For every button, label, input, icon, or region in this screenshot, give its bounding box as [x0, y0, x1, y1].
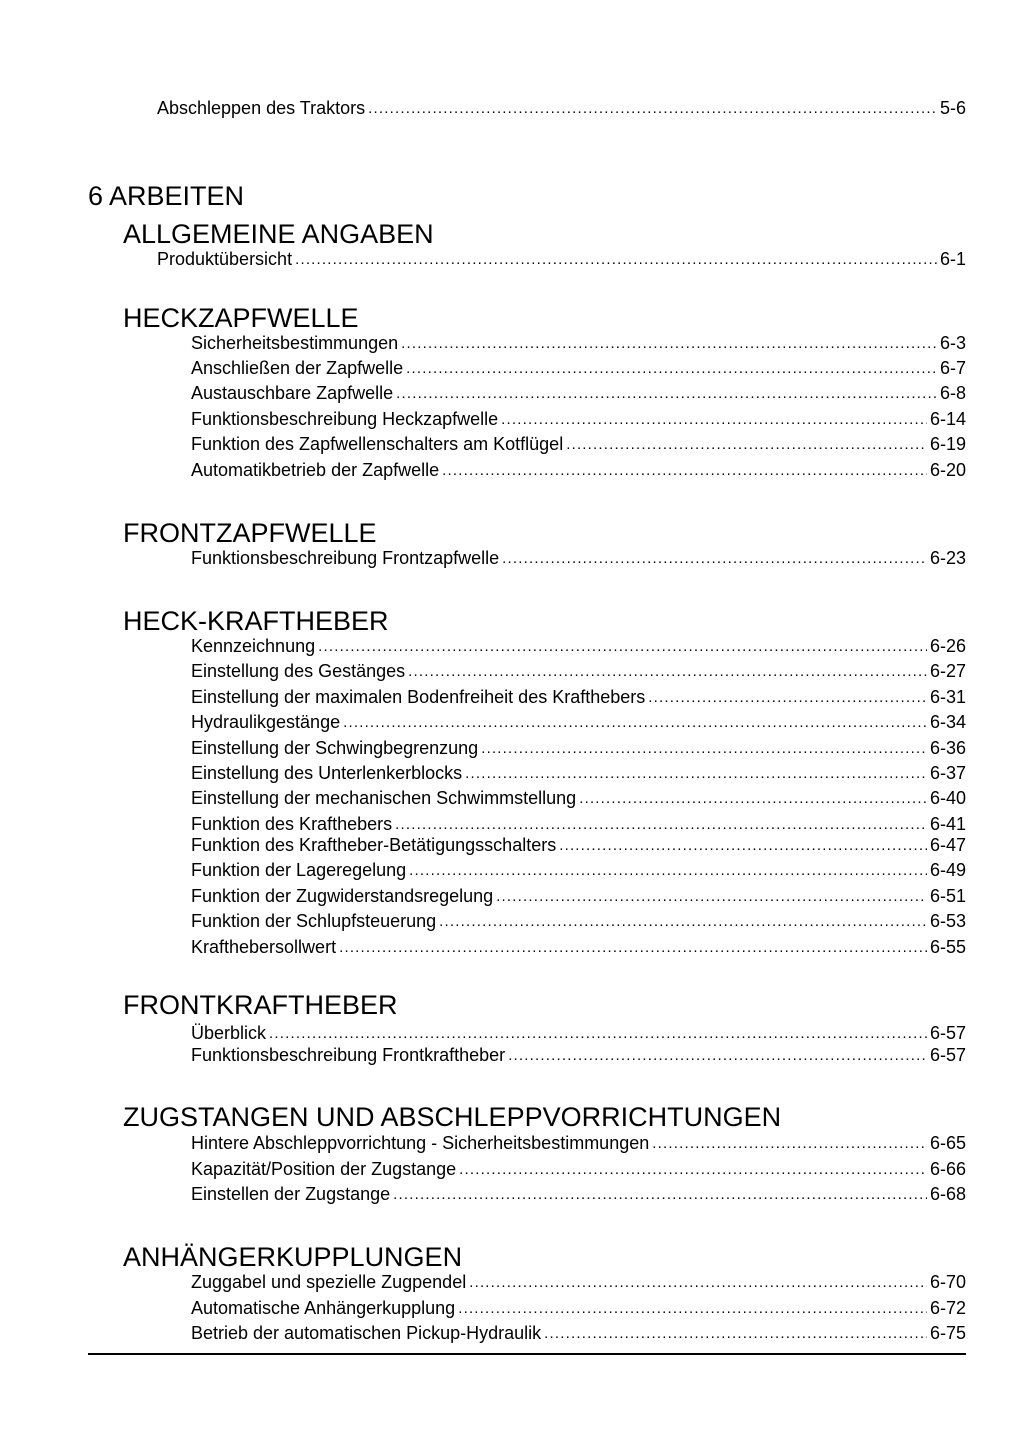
- toc-entry-label: Funktion der Zugwiderstandsregelung: [191, 886, 494, 906]
- toc-entry-label: Sicherheitsbestimmungen: [191, 333, 399, 353]
- toc-entry[interactable]: [191, 380, 966, 404]
- section-heading: ALLGEMEINE ANGABEN: [123, 219, 434, 249]
- dot-leader: [502, 549, 927, 569]
- toc-entry-label: Einstellung des Gestänges: [191, 661, 406, 681]
- toc-entry[interactable]: [191, 908, 966, 932]
- dot-leader: [295, 250, 937, 270]
- toc-entry[interactable]: [191, 1130, 966, 1154]
- toc-entry-page: 6-3: [939, 333, 966, 353]
- toc-entry-label: Betrieb der automatischen Pickup-Hydraulik: [191, 1323, 542, 1343]
- toc-entry-page: 6-37: [929, 763, 966, 783]
- toc-entry-label: Funktion des Kraftheber-Betätigungsschalters: [191, 835, 557, 855]
- toc-entry[interactable]: [157, 95, 966, 119]
- toc-entry-page: 6-8: [939, 383, 966, 403]
- toc-entry[interactable]: [191, 658, 966, 682]
- toc-entry-page: 6-26: [929, 636, 966, 656]
- toc-entry-page: 6-70: [929, 1272, 966, 1292]
- toc-entry[interactable]: [191, 633, 966, 657]
- toc-entry-label: Einstellung der Schwingbegrenzung: [191, 738, 479, 758]
- dot-leader: [501, 410, 927, 430]
- toc-entry-page: 6-47: [929, 835, 966, 855]
- toc-entry-page: 6-31: [929, 687, 966, 707]
- bottom-divider: [88, 1353, 966, 1355]
- toc-entry-label: Funktion des Zapfwellenschalters am Kotflügel: [191, 434, 564, 454]
- dot-leader: [579, 789, 927, 809]
- dot-leader: [368, 99, 937, 119]
- toc-entry[interactable]: [191, 1042, 966, 1066]
- toc-entry-page: 6-57: [929, 1045, 966, 1065]
- toc-entry-label: Funktionsbeschreibung Frontzapfwelle: [191, 548, 500, 568]
- toc-entry-page: 6-65: [929, 1133, 966, 1153]
- toc-entry[interactable]: [191, 934, 966, 958]
- toc-entry-page: 6-66: [929, 1159, 966, 1179]
- toc-entry-label: Funktion der Lageregelung: [191, 860, 407, 880]
- dot-leader: [269, 1024, 927, 1044]
- toc-entry[interactable]: [191, 1295, 966, 1319]
- section-heading: ANHÄNGERKUPPLUNGEN: [123, 1242, 463, 1272]
- dot-leader: [408, 662, 927, 682]
- toc-entry[interactable]: [191, 832, 966, 856]
- toc-entry[interactable]: [191, 355, 966, 379]
- toc-entry-page: 6-14: [929, 409, 966, 429]
- toc-entry[interactable]: [191, 1181, 966, 1205]
- section-heading: FRONTZAPFWELLE: [123, 518, 377, 548]
- toc-entry[interactable]: [191, 406, 966, 430]
- toc-entry-page: 6-34: [929, 712, 966, 732]
- dot-leader: [566, 435, 927, 455]
- toc-entry-label: Austauschbare Zapfwelle: [191, 383, 394, 403]
- toc-entry-label: Automatikbetrieb der Zapfwelle: [191, 460, 440, 480]
- toc-entry-page: 6-1: [939, 249, 966, 269]
- dot-leader: [339, 938, 927, 958]
- toc-entry-label: Hintere Abschleppvorrichtung - Sicherheitsbestimmungen: [191, 1133, 650, 1153]
- toc-entry-page: 6-57: [929, 1023, 966, 1043]
- toc-entry[interactable]: [191, 1156, 966, 1180]
- toc-entry-page: 6-23: [929, 548, 966, 568]
- section-heading: HECKZAPFWELLE: [123, 303, 359, 333]
- toc-entry-label: Einstellung des Unterlenkerblocks: [191, 763, 463, 783]
- dot-leader: [409, 861, 927, 881]
- toc-entry-label: Zuggabel und spezielle Zugpendel: [191, 1272, 467, 1292]
- toc-entry-page: 6-75: [929, 1323, 966, 1343]
- toc-entry-page: 6-68: [929, 1184, 966, 1204]
- toc-entry-label: Funktion der Schlupfsteuerung: [191, 911, 437, 931]
- toc-entry[interactable]: [157, 246, 966, 270]
- toc-entry-label: Hydraulikgestänge: [191, 712, 341, 732]
- dot-leader: [465, 764, 927, 784]
- toc-entry-label: Automatische Anhängerkupplung: [191, 1298, 456, 1318]
- dot-leader: [393, 1185, 927, 1205]
- dot-leader: [459, 1160, 927, 1180]
- dot-leader: [652, 1134, 927, 1154]
- toc-entry[interactable]: [191, 1269, 966, 1293]
- toc-entry-label: Anschließen der Zapfwelle: [191, 358, 404, 378]
- dot-leader: [458, 1299, 927, 1319]
- toc-entry-label: Abschleppen des Traktors: [157, 98, 366, 118]
- dot-leader: [559, 836, 927, 856]
- dot-leader: [318, 637, 927, 657]
- toc-entry-label: Funktionsbeschreibung Heckzapfwelle: [191, 409, 499, 429]
- dot-leader: [442, 461, 927, 481]
- chapter-title: 6 ARBEITEN: [88, 181, 245, 211]
- toc-entry-label: Kapazität/Position der Zugstange: [191, 1159, 457, 1179]
- toc-entry[interactable]: [191, 431, 966, 455]
- toc-entry-label: Funktionsbeschreibung Frontkraftheber: [191, 1045, 506, 1065]
- toc-entry-page: 6-55: [929, 937, 966, 957]
- toc-entry-label: Einstellung der maximalen Bodenfreiheit des Krafthebers: [191, 687, 646, 707]
- section-heading: FRONTKRAFTHEBER: [123, 990, 398, 1020]
- toc-entry[interactable]: [191, 457, 966, 481]
- toc-entry[interactable]: [191, 785, 966, 809]
- toc-entry-page: 6-51: [929, 886, 966, 906]
- toc-entry-page: 6-20: [929, 460, 966, 480]
- dot-leader: [401, 334, 937, 354]
- toc-entry-page: 6-40: [929, 788, 966, 808]
- dot-leader: [469, 1273, 927, 1293]
- toc-entry-label: Produktübersicht: [157, 249, 293, 269]
- dot-leader: [396, 384, 937, 404]
- toc-entry-label: Funktion des Krafthebers: [191, 814, 393, 834]
- toc-entry-page: 6-27: [929, 661, 966, 681]
- toc-entry[interactable]: [191, 545, 966, 569]
- toc-entry-label: Überblick: [191, 1023, 267, 1043]
- toc-entry[interactable]: [191, 857, 966, 881]
- toc-entry-label: Einstellen der Zugstange: [191, 1184, 391, 1204]
- toc-entry[interactable]: [191, 684, 966, 708]
- toc-entry-page: 6-36: [929, 738, 966, 758]
- toc-entry[interactable]: [191, 330, 966, 354]
- toc-entry-page: 6-7: [939, 358, 966, 378]
- dot-leader: [496, 887, 927, 907]
- toc-entry-page: 6-72: [929, 1298, 966, 1318]
- dot-leader: [648, 688, 927, 708]
- dot-leader: [343, 713, 927, 733]
- toc-entry-page: 6-19: [929, 434, 966, 454]
- toc-entry[interactable]: [191, 735, 966, 759]
- toc-entry[interactable]: [191, 760, 966, 784]
- dot-leader: [508, 1046, 927, 1066]
- toc-entry[interactable]: [191, 1020, 966, 1044]
- dot-leader: [439, 912, 927, 932]
- dot-leader: [406, 359, 937, 379]
- toc-entry-label: Krafthebersollwert: [191, 937, 337, 957]
- toc-entry-page: 5-6: [939, 98, 966, 118]
- toc-entry[interactable]: [191, 709, 966, 733]
- toc-entry[interactable]: [191, 883, 966, 907]
- toc-entry[interactable]: [191, 1320, 966, 1344]
- toc-entry-label: Kennzeichnung: [191, 636, 316, 656]
- dot-leader: [544, 1324, 927, 1344]
- dot-leader: [481, 739, 927, 759]
- toc-entry-page: 6-49: [929, 860, 966, 880]
- toc-entry-label: Einstellung der mechanischen Schwimmstellung: [191, 788, 577, 808]
- section-heading: HECK-KRAFTHEBER: [123, 606, 389, 636]
- toc-entry-page: 6-41: [929, 814, 966, 834]
- toc-entry-page: 6-53: [929, 911, 966, 931]
- section-heading: ZUGSTANGEN UND ABSCHLEPPVORRICHTUNGEN: [123, 1102, 782, 1132]
